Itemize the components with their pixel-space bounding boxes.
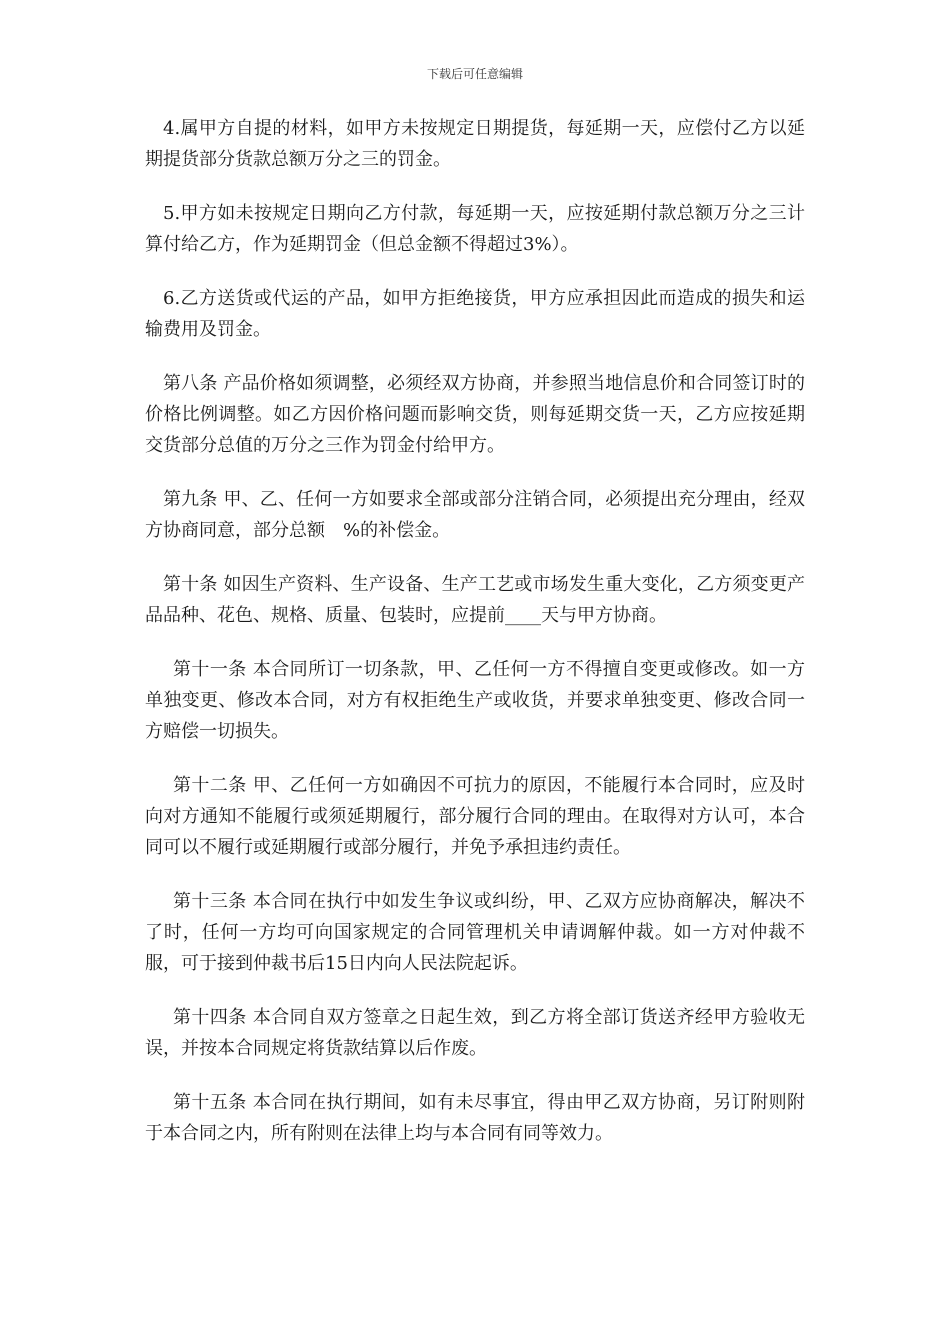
article-15: 第十五条 本合同在执行期间，如有未尽事宜，得由甲乙双方协商，另订附则附于本合同之内，所有附则在法律上均与本合同有同等效力。 [145,1092,805,1144]
article-11: 第十一条 本合同所订一切条款，甲、乙任何一方不得擅自变更或修改。如一方单独变更、修改本合同，对方有权拒绝生产或收货，并要求单独变更、修改合同一方赔偿一切损失。 [145,659,805,742]
article-9: 第九条 甲、乙、任何一方如要求全部或部分注销合同，必须提出充分理由，经双方协商同意，部分总额 %的补偿金。 [145,489,805,541]
clause-4: 4.属甲方自提的材料，如甲方未按规定日期提货，每延期一天，应偿付乙方以延期提货部分货款总额万分之三的罚金。 [145,118,805,170]
article-10: 第十条 如因生产资料、生产设备、生产工艺或市场发生重大变化，乙方须变更产品品种、花色、规格、质量、包装时，应提前____天与甲方协商。 [145,574,805,626]
article-14: 第十四条 本合同自双方签章之日起生效，到乙方将全部订货送齐经甲方验收无误，并按本合同规定将货款结算以后作废。 [145,1007,805,1059]
article-8: 第八条 产品价格如须调整，必须经双方协商，并参照当地信息价和合同签订时的价格比例调整。如乙方因价格问题而影响交货，则每延期交货一天，乙方应按延期交货部分总值的万分之三作为罚金付给甲方。 [145,373,805,456]
document-body [145,113,805,1172]
page-header: 下载后可任意编辑 [426,67,523,81]
article-12: 第十二条 甲、乙任何一方如确因不可抗力的原因，不能履行本合同时，应及时向对方通知不能履行或须延期履行，部分履行合同的理由。在取得对方认可，本合同可以不履行或延期履行或部分履行，并免予承担违约责任。 [145,775,805,858]
article-13: 第十三条 本合同在执行中如发生争议或纠纷，甲、乙双方应协商解决，解决不了时，任何一方均可向国家规定的合同管理机关申请调解仲裁。如一方对仲裁不服，可于接到仲裁书后15日内向人民法院起诉。 [145,891,805,974]
clause-6: 6.乙方送货或代运的产品，如甲方拒绝接货，甲方应承担因此而造成的损失和运输费用及罚金。 [145,288,805,340]
clause-5: 5.甲方如未按规定日期向乙方付款，每延期一天，应按延期付款总额万分之三计算付给乙方，作为延期罚金（但总金额不得超过3%）。 [145,203,805,255]
